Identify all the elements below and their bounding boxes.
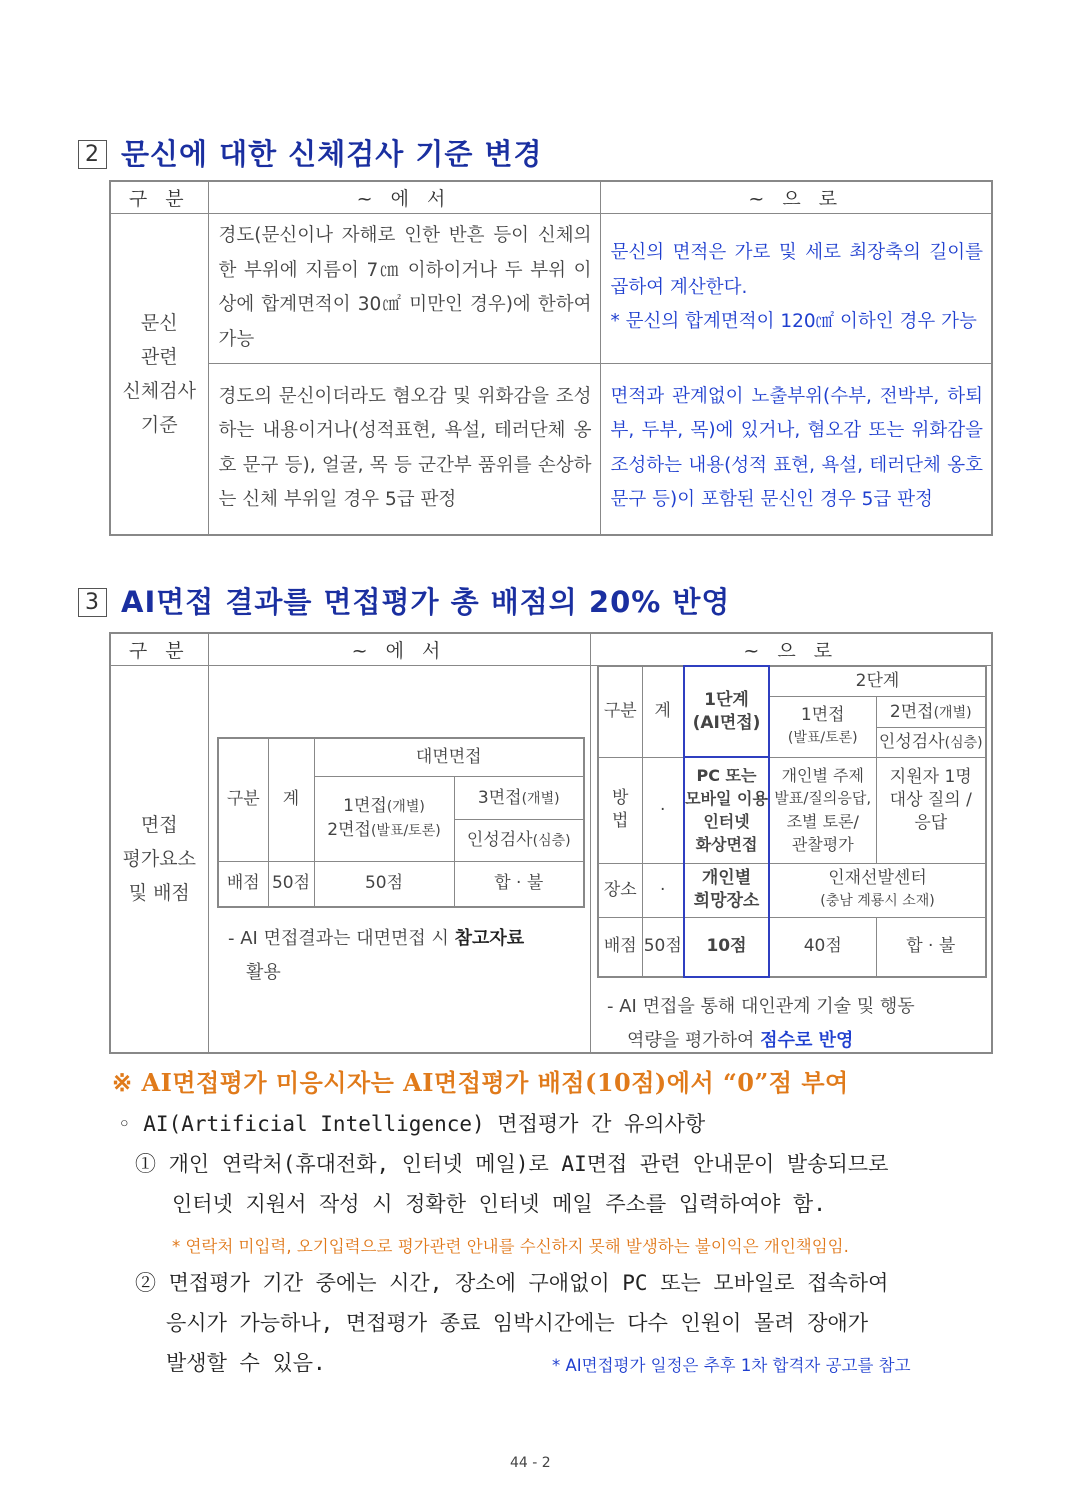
section2-title-text: 문신에 대한 신체검사 기준 변경: [121, 137, 543, 171]
old-h-total: 계: [268, 738, 314, 861]
tattoo-criteria-table: [109, 180, 993, 536]
item2-line1: ② 면접평가 기간 중에는 시간, 장소에 구애없이 PC 또는 모바일로 접속하여: [135, 1271, 889, 1295]
warning-text: ※ AI면접평가 미응시자는 AI면접평가 배점(10점)에서 “0”점 부여: [112, 1068, 849, 1097]
old-score-label: 배점: [218, 861, 268, 907]
new-method-first: 개인별 주제 발표/질의응답, 조별 토론/ 관찰평가: [769, 757, 876, 863]
new-place-label: 장소: [598, 863, 642, 917]
old-score-pass: 합 · 불: [454, 861, 584, 907]
new-score-total: 50점: [642, 917, 684, 977]
section3-title-text: AI면접 결과를 면접평가 총 배점의 20% 반영: [121, 585, 731, 619]
row1-new-note: * 문신의 합계면적이 120㎠ 이하인 경우 가능: [610, 311, 977, 333]
item2-line2: 응시가 가능하나, 면접평가 종료 임박시간에는 다수 인원이 몰려 장애가: [166, 1311, 869, 1335]
old-score-total: 50점: [268, 861, 314, 907]
new-score-label: 배점: [598, 917, 642, 977]
new-method-stage1: PC 또는 모바일 이용 인터넷 화상면접: [684, 757, 769, 863]
new-h-stage2: 2단계: [769, 666, 986, 696]
new-method-label: 방 법: [598, 757, 642, 863]
new-place-stage1: 개인별 희망장소: [684, 863, 769, 917]
new-method-total: ·: [642, 757, 684, 863]
new-score-stage1: 10점: [684, 917, 769, 977]
row1-new-text: 문신의 면적은 가로 및 세로 최장축의 길이를 곱하여 계산한다.: [610, 242, 983, 298]
header-gubun-3: 구 분: [110, 633, 208, 665]
old-h-gubun: 구분: [218, 738, 268, 861]
item1-line1: ① 개인 연락처(휴대전화, 인터넷 메일)로 AI면접 관련 안내문이 발송되므로: [135, 1152, 889, 1176]
header-to: ~ 으 로: [600, 181, 992, 213]
old-score-face: 50점: [314, 861, 454, 907]
old-note: - AI 면접결과는 대면면접 시 참고자료 활용: [228, 928, 525, 983]
item1-note: * 연락처 미입력, 오기입력으로 평가관련 안내를 수신하지 못해 발생하는 불이익은 개인책임임.: [172, 1237, 849, 1256]
old-h-third-insung: 3면접(개별) 인성검사(심층): [454, 776, 584, 861]
header-from: ~ 에 서: [208, 181, 600, 213]
item2-note: * AI면접평가 일정은 추후 1차 합격자 공고를 참고: [552, 1356, 911, 1375]
row-label-tattoo: 문신 관련 신체검사 기준: [110, 213, 208, 535]
new-h-gubun: 구분: [598, 666, 642, 757]
section2-title: [78, 132, 543, 173]
header-to-3: ~ 으 로: [590, 633, 992, 665]
row2-new-text: 면적과 관계없이 노출부위(수부, 전박부, 하퇴부, 두부, 목)에 있거나, 혐오감 또는 위화감을 조성하는 내용(성적 표현, 욕설, 테러단체 옹호 문구 등)이 포함된 문신인 경우 5급 판정: [600, 363, 992, 535]
new-score-table: [597, 665, 987, 978]
new-h-total: 계: [642, 666, 684, 757]
old-h-first-second: 1면접(개별) 2면접(발표/토론): [314, 776, 454, 861]
old-score-table: [217, 737, 585, 908]
new-place-center: 인재선발센터 (충남 계룡시 소재): [769, 863, 986, 917]
new-h-stage1: 1단계 (AI면접): [684, 666, 769, 757]
new-h-second: 2면접(개별) 인성검사(심층): [876, 696, 986, 757]
new-note: - AI 면접을 통해 대인관계 기술 및 행동 역량을 평가하여 점수로 반영: [607, 996, 915, 1051]
new-place-total: ·: [642, 863, 684, 917]
row-label-interview: 면접 평가요소 및 배점: [110, 665, 208, 1053]
old-h-group: 대면면접: [314, 738, 584, 776]
item1-line2: 인터넷 지원서 작성 시 정확한 인터넷 메일 주소를 입력하여야 함.: [172, 1192, 826, 1216]
page-number: 44 - 2: [510, 1455, 551, 1471]
section3-number: 3: [78, 588, 107, 617]
notes-heading: ◦ AI(Artificial Intelligence) 면접평가 간 유의사항: [118, 1112, 706, 1136]
row1-new-cell: [600, 213, 992, 363]
new-method-second: 지원자 1명 대상 질의 / 응답: [876, 757, 986, 863]
item2-line3: 발생할 수 있음.: [166, 1351, 326, 1375]
new-score-first: 40점: [769, 917, 876, 977]
new-h-first: 1면접 (발표/토론): [769, 696, 876, 757]
new-score-pass: 합 · 불: [876, 917, 986, 977]
section3-title: [78, 580, 730, 621]
section2-number: 2: [78, 140, 107, 169]
header-gubun: 구 분: [110, 181, 208, 213]
row2-old-text: 경도의 문신이더라도 혐오감 및 위화감을 조성하는 내용이거나(성적표현, 욕설, 테러단체 옹호 문구 등), 얼굴, 목 등 군간부 품위를 손상하는 신체 부위일 경우 5급 판정: [208, 363, 600, 535]
header-from-3: ~ 에 서: [208, 633, 590, 665]
row1-old-text: 경도(문신이나 자해로 인한 반흔 등이 신체의 한 부위에 지름이 7㎝ 이하이거나 두 부위 이상에 합계면적이 30㎠ 미만인 경우)에 한하여 가능: [208, 213, 600, 363]
